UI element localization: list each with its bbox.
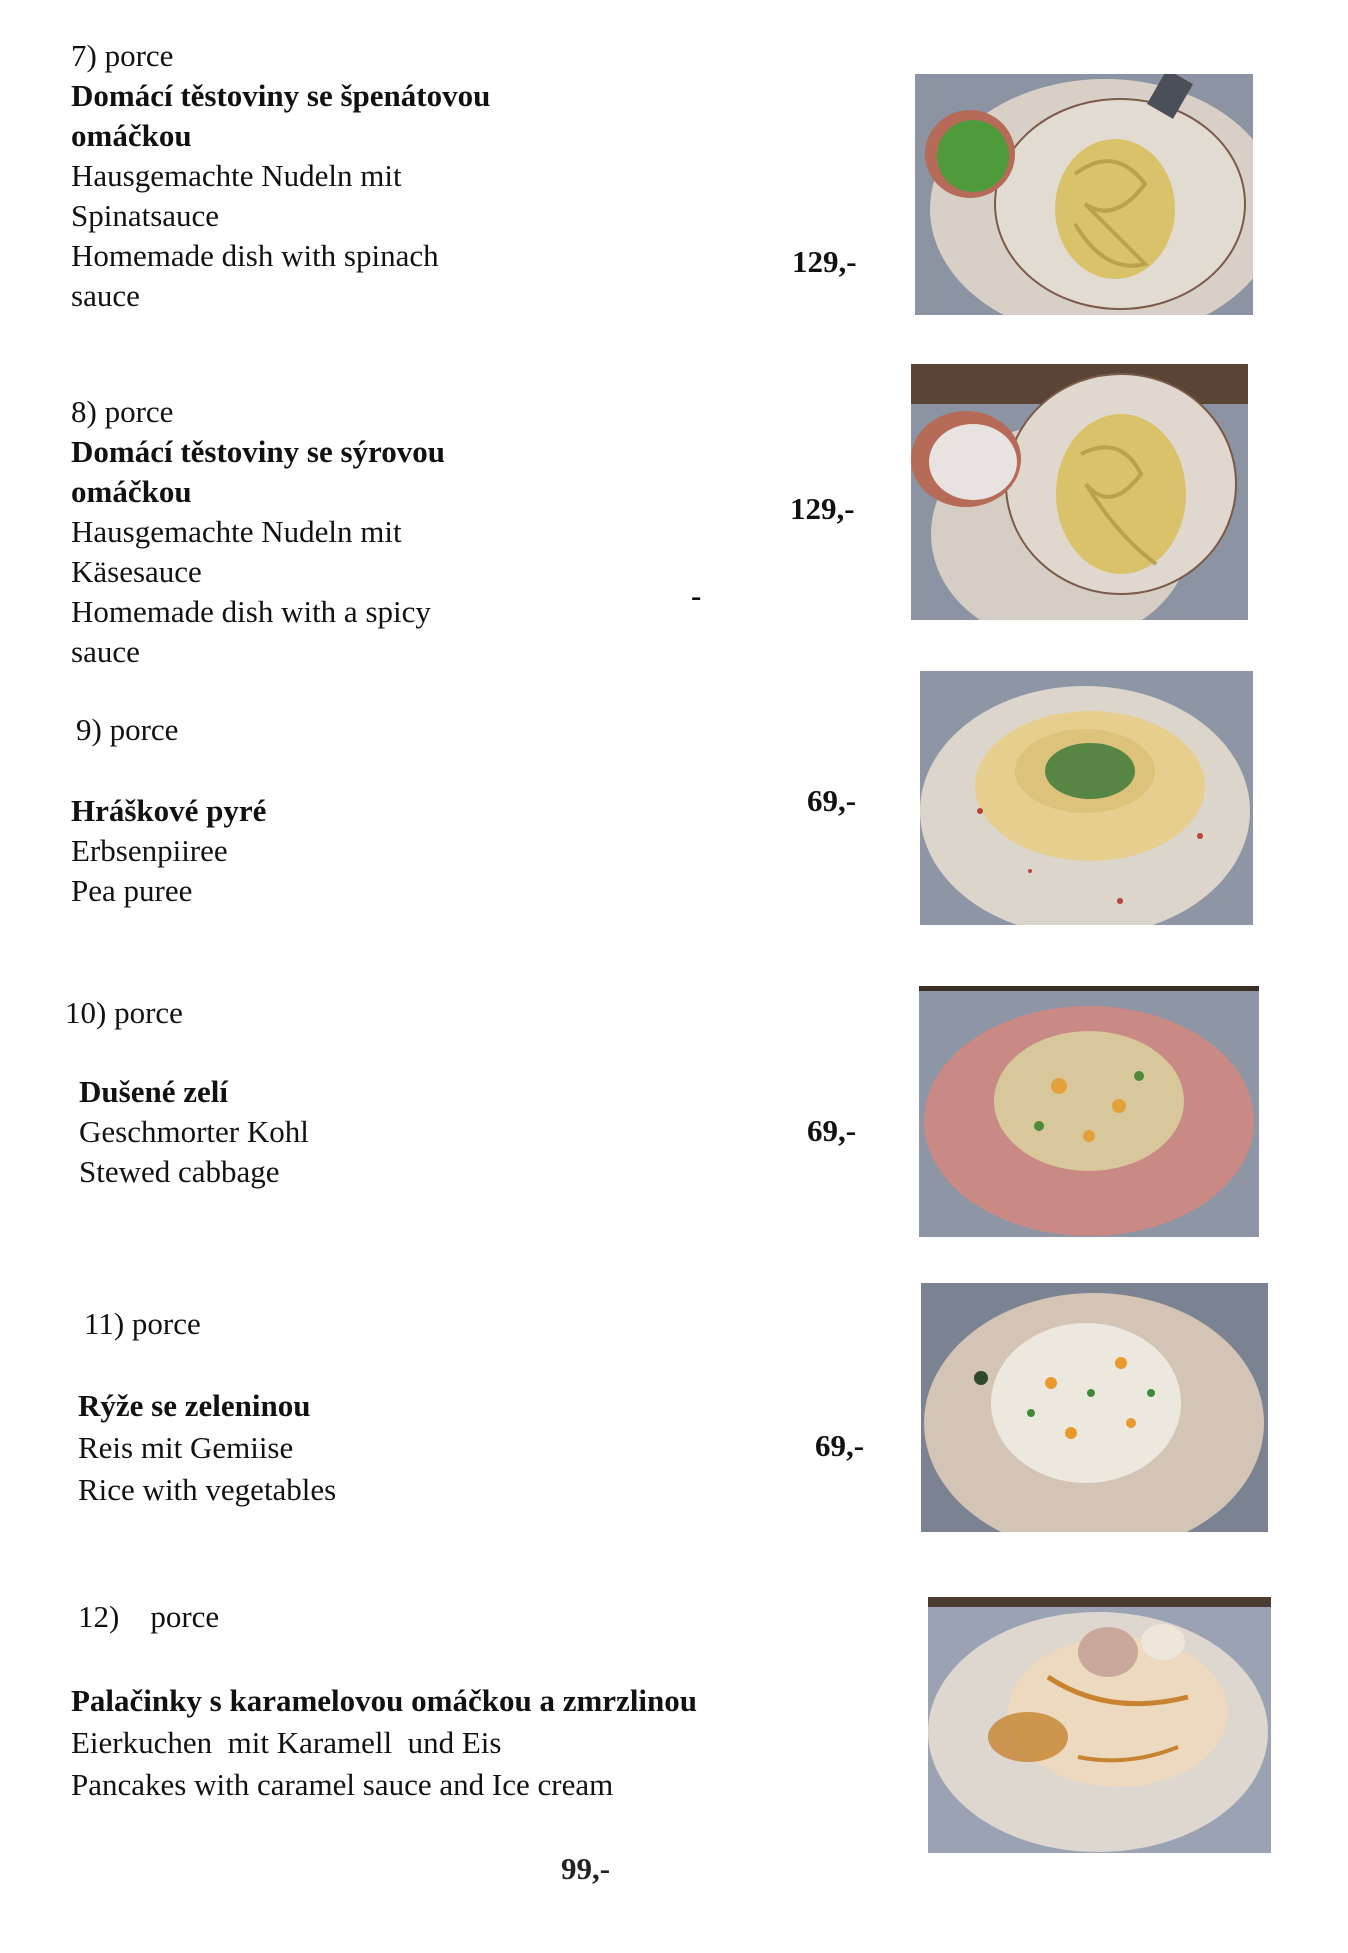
dish-name-en: Homemade dish with a spicy <box>71 594 431 629</box>
dish-name-en: Stewed cabbage <box>79 1154 280 1189</box>
dish-name-cz: Dušené zelí <box>79 1074 228 1109</box>
dish-name-cz-cont: omáčkou <box>71 474 192 509</box>
price: 69,- <box>807 783 857 818</box>
dish-name-de-cont: Spinatsauce <box>71 198 220 233</box>
dish-name-de: Eierkuchen mit Karamell und Eis <box>71 1725 502 1760</box>
price: 129,- <box>790 491 855 526</box>
pasta-with-cheese-sauce-photo <box>911 364 1248 620</box>
pasta-with-spinach-sauce-photo <box>915 74 1253 315</box>
dish-name-en: Pancakes with caramel sauce and Ice cream <box>71 1767 614 1802</box>
dish-name-cz: Hráškové pyré <box>71 793 267 828</box>
portion-label: 7) porce <box>71 38 174 73</box>
stewed-cabbage-photo <box>919 986 1259 1237</box>
dish-name-de: Erbsenpiiree <box>71 833 228 868</box>
dish-name-de: Hausgemachte Nudeln mit <box>71 514 402 549</box>
portion-label: 11) porce <box>84 1306 201 1341</box>
portion-label: 9) porce <box>76 712 179 747</box>
dish-name-cz: Palačinky s karamelovou omáčkou a zmrzlinou <box>71 1683 698 1718</box>
dish-name-de: Hausgemachte Nudeln mit <box>71 158 402 193</box>
portion-label: 12) porce <box>78 1599 220 1634</box>
dish-name-cz-cont: omáčkou <box>71 118 192 153</box>
dish-name-en-cont: sauce <box>71 278 140 313</box>
portion-label: 10) porce <box>65 995 183 1030</box>
dish-name-cz: Domácí těstoviny se špenátovou <box>71 78 491 113</box>
price: 99,- <box>561 1851 611 1886</box>
dish-name-de-cont: Käsesauce <box>71 554 202 589</box>
dish-name-en: Pea puree <box>71 873 193 908</box>
portion-label: 8) porce <box>71 394 174 429</box>
price: 129,- <box>792 244 857 279</box>
price: 69,- <box>815 1428 865 1463</box>
dish-name-de: Reis mit Gemiise <box>78 1430 294 1465</box>
price: 69,- <box>807 1113 857 1148</box>
dish-name-en: Rice with vegetables <box>78 1472 337 1507</box>
dish-name-cz: Domácí těstoviny se sýrovou <box>71 434 445 469</box>
dish-name-en: Homemade dish with spinach <box>71 238 439 273</box>
dish-name-en-cont: sauce <box>71 634 140 669</box>
pancakes-with-caramel-photo <box>928 1597 1271 1853</box>
dish-name-de: Geschmorter Kohl <box>79 1114 309 1149</box>
rice-with-vegetables-photo <box>921 1283 1268 1532</box>
dish-name-cz: Rýže se zeleninou <box>78 1388 311 1423</box>
pea-puree-photo <box>920 671 1253 925</box>
stray-dash: - <box>691 578 702 613</box>
